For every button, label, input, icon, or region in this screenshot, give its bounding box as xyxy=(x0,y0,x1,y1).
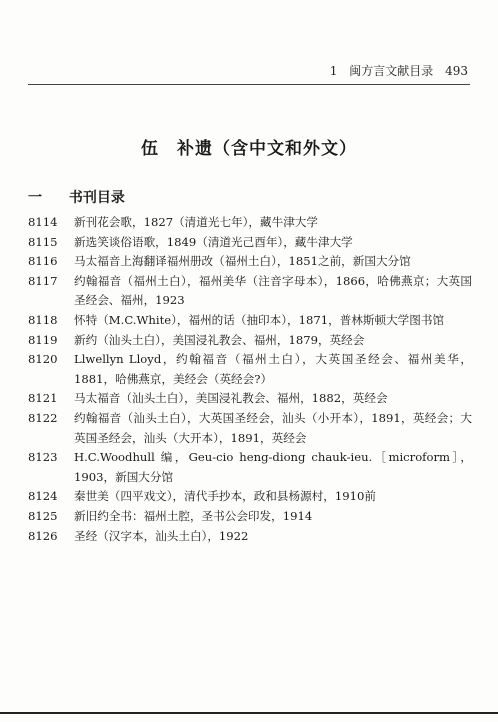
entry-number: 8121 xyxy=(28,391,58,406)
list-item xyxy=(28,409,472,448)
entry-text: 约翰福音（汕头土白），大英国圣经会，汕头（小开本），1891，英经会；大英国圣经会，汕头（大开本），1891，英经会 xyxy=(74,410,472,445)
list-item xyxy=(28,233,472,253)
entry-number: 8124 xyxy=(28,489,58,504)
list-item xyxy=(28,448,472,487)
entry-text: 马太福音上海翻译福州册改（福州土白），1851之前，新国大分馆 xyxy=(74,254,411,269)
entry-number: 8118 xyxy=(28,312,58,327)
list-item xyxy=(28,252,472,272)
entry-number: 8122 xyxy=(28,410,58,425)
chapter-title: 伍 补遗（含中文和外文） xyxy=(141,139,357,159)
entry-text: Llwellyn Lloyd，约翰福音（福州土白），大英国圣经会、福州美华，1881，哈佛燕京，美经会（英经会?） xyxy=(74,352,472,386)
entry-number: 8123 xyxy=(28,450,58,465)
list-item xyxy=(28,507,472,527)
entry-text: 新约（汕头土白），美国浸礼教会、福州，1879，英经会 xyxy=(74,332,365,347)
entry-text: 约翰福音（福州土白），福州美华（注音字母本），1866，哈佛燕京；大英国圣经会、福州，1923 xyxy=(74,273,472,308)
running-header xyxy=(30,62,468,79)
entry-text: 新旧约全书：福州土腔，圣书公会印发，1914 xyxy=(74,508,313,523)
entry-number: 8114 xyxy=(28,215,58,229)
list-item xyxy=(28,350,472,389)
section-title: 书刊目录 xyxy=(68,190,125,206)
entry-number: 8120 xyxy=(28,352,58,367)
entry-number: 8125 xyxy=(28,508,58,523)
section-number: 一 xyxy=(28,190,42,206)
list-item xyxy=(28,389,472,409)
list-item xyxy=(28,331,472,351)
page-number: 493 xyxy=(445,64,468,78)
entry-text: 新选笑谈俗语歌，1849（清道光己酉年），藏牛津大学 xyxy=(74,234,353,249)
entry-list xyxy=(28,213,472,546)
page-marker: 1 xyxy=(329,64,338,78)
entry-text: 秦世美（四平戏文），清代手抄本，政和县杨源村，1910前 xyxy=(74,489,376,504)
list-item xyxy=(28,213,472,233)
list-item xyxy=(28,272,472,311)
entry-number: 8116 xyxy=(28,254,58,269)
list-item xyxy=(28,487,472,507)
book-title: 闽方言文献目录 xyxy=(349,64,434,78)
entry-text: 新刊花会歌，1827（清道光七年），藏牛津大学 xyxy=(74,215,318,229)
entry-number: 8126 xyxy=(28,528,58,543)
entry-number: 8117 xyxy=(28,273,58,288)
entry-number: 8115 xyxy=(28,234,58,249)
list-item xyxy=(28,311,472,331)
page-bottom-edge xyxy=(0,712,498,714)
entry-text: H.C.Woodhull 编，Geu-cio heng-diong chauk-ieu.［microform］，1903，新国大分馆 xyxy=(74,450,472,484)
entry-text: 马太福音（汕头土白），美国浸礼教会、福州，1882，英经会 xyxy=(74,391,388,406)
entry-text: 圣经（汉字本，汕头土白），1922 xyxy=(74,528,249,543)
header-rule xyxy=(28,84,470,85)
section-heading xyxy=(28,187,125,207)
list-item xyxy=(28,527,472,547)
entry-number: 8119 xyxy=(28,332,58,347)
entry-text: 怀特（M.C.White），福州的话（抽印本），1871，普林斯顿大学图书馆 xyxy=(74,312,445,327)
